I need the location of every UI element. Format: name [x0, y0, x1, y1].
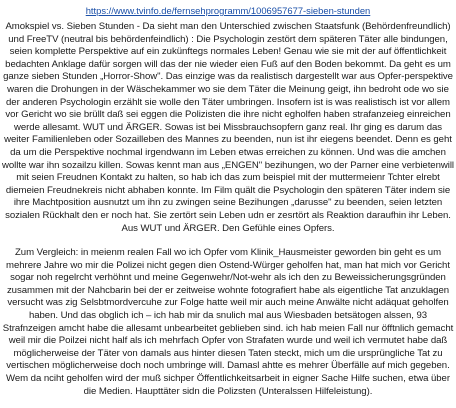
source-url-link[interactable]: https://www.tvinfo.de/fernsehprogramm/1006957677-sieben-stunden — [85, 5, 371, 16]
url-header — [2, 1, 454, 16]
paragraph-spacer — [2, 235, 454, 247]
paragraph-personal-case: Zum Vergleich: in meienm realen Fall wo ich Opfer vom Klinik_Hausmeister geworden bin geht es um mehrere Jahre wo mir die Polizei nicht gegen dien Ostend-Würger geholfen hat, man hat mich vor Gericht sogar noh regelrcht verhöhnt und meine Gegenwehr/Not-wehr als ich den zu Beweissicherungsgründen zusammen mit der Nahcbarin bei der er zeitweise wohnte fotografiert habe als eigentliche Tat anzuklagen versucht was zig Selsbtmordvercuhe zur Folge hatte weil mir auch meine Anwälte nicht adäquat geholfen haben. Und das obglich ich – ich hab mir da snulich mal aus Wiesbaden betsätogen alssen, 93 Strafnzeigen amcht habe die allesamt unbearbeitet geblieben sind. ich hab meien Fall nur öfftnlich gemacht weil mir die Poilzei nicht half als ich mehrfach Opfer von Strafaten wurde und weil ich vermutet habe daß möglicherweise der Täter von damals aus hinter diesen Taten steckt, mich um die ursprüngliche Tat zu vertischen möglicherweise doch noch umbringe will. Damasl ahtte es mehrer Überfälle auf mich gegeben. Wem da nciht geholfen wird der muß sichper Öffentlichkeitsarbeit in eigner Sache Hilfe suchen, etwa über die Medien. Haupttäter sidn die Polizsten (Unteralssen Hilfeleistung). — [2, 247, 454, 397]
paragraph-film-comparison: Amokspiel vs. Sieben Stunden - Da sieht man den Unterschied zwischen Staatsfunk (Behördenfreundlich) und FreeTV (neutral bis behördenfeindlich) : Die Psychologin zestört dem späteren Täter alle bindungen, seien komplette Perspektive auf ein zukünftegs normales Leben! Genau wie sie mit der auf öffentlichkeit bedachten Anklage dafür sorgen will das der nie wieder eien Fuß auf den Boden bekommt. Da geht es um ganze sieben Stunden „Horror-Show". Das einzige was da realistisch dargestellt war aus Opfer-perspektive waren die Drohungen in der Wäschekammer wo sie dem Täter die Meinung geigt, ihn bedroht ode wo sie der anderen Psychologin erzählt sie wolle den Täter umbringen. Insofern ist is was realistisch ist vor allem vor Gericht wo sie brüllt daß sei eggen die Polizisten die ihre nicht egholfen haben strafanzeieg einreichen werde allesamt. WUT und ÄRGER. Sowas ist bei Missbrauchsopfern ganz real. Ihr ging es darum das weiter Familienleben oder Sozailleben des Mannes zu beenden, nun ist ihr eiegens beendet. Denn es geht da um die Perspektive nochmal irgendwann im Leben etwas erreichen zu können. Und was die amchen wollte war ihn sozailzu killen. Sowas kennt man aus „ENGEN" bezihungen, wo der Parner eine verbietenwill mit seien Freudnen Kontakt zu halten, so hab ich das zum beispiel mit der muttermeienr Tchter elrebt diemeien Freudnekreis nicht abhaben konnte. Im Film quält die Psychologin den späteren Täter indem sie ihre Machtposition ausnutzt um ihn zu zwingen seine Bezihungen „darusse" zu beenden, seien letzten sozialen Rückhalt den er noch hat. Sie zertört sein Leben udn er zesrtört als Reaktion daraufhin ihr Leben. Aus WUT und ÄRGER. Den Gefühle eines Opfers. — [2, 21, 455, 234]
